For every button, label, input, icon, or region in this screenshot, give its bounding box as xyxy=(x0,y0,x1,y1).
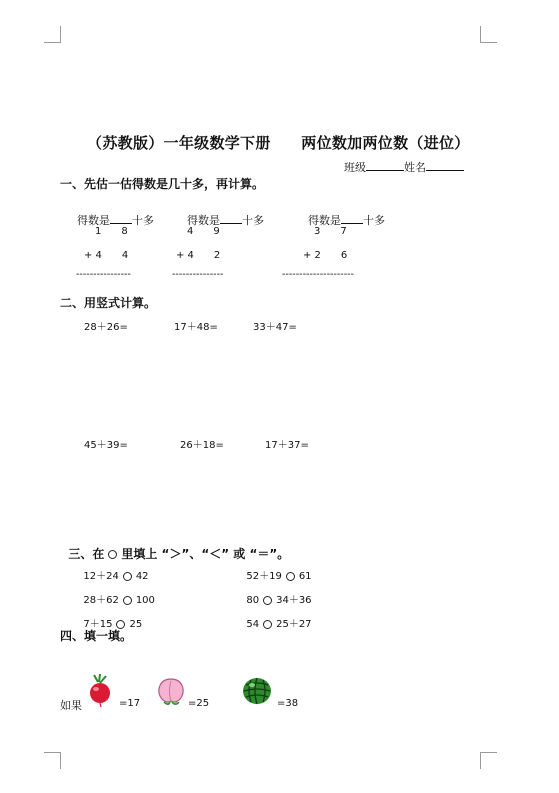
compare-row-3-left: 7＋15 25 xyxy=(83,619,143,630)
watermelon-icon xyxy=(241,676,273,706)
section1-heading: 一、先估一估得数是几十多，再计算。 xyxy=(60,177,265,191)
student-info xyxy=(337,146,464,175)
name-label: 姓名 xyxy=(404,161,426,174)
section3-heading: 三、在 里填上 “＞”、“＜” 或 “＝”。 xyxy=(68,547,290,561)
watermelon-value: =38 xyxy=(277,698,299,709)
vertical-problem-3-line: --------------------- xyxy=(282,269,354,280)
compare-row-2-left: 28＋62 100 xyxy=(83,595,155,606)
compare-row-2-right: 80 34＋36 xyxy=(246,595,312,606)
calc-problem-1: 28＋26= xyxy=(84,322,128,333)
calc-problem-3: 33＋47= xyxy=(253,322,297,333)
vertical-problem-2-bottom: + 4 2 xyxy=(176,250,221,261)
section4-heading: 四、填一填。 xyxy=(60,629,133,643)
vertical-problem-1-line: ---------------- xyxy=(76,269,131,280)
estimate-blank-2[interactable] xyxy=(220,212,242,224)
class-blank[interactable] xyxy=(366,159,404,171)
vertical-problem-3-bottom: + 2 6 xyxy=(303,250,348,261)
calc-problem-6: 17＋37= xyxy=(265,440,309,451)
vertical-problem-2-top: 4 9 xyxy=(187,226,220,237)
crop-mark-bottom-right xyxy=(480,752,497,769)
calc-problem-2: 17＋48= xyxy=(174,322,218,333)
compare-row-3-right: 54 25＋27 xyxy=(246,619,312,630)
title-sub: 两位数加两位数（进位） xyxy=(301,134,470,152)
class-label: 班级 xyxy=(344,161,366,174)
estimate-prompt-3: 得数是 十多 xyxy=(308,214,385,227)
vertical-problem-1-bottom: + 4 4 xyxy=(84,250,129,261)
compare-row-1-right: 52＋19 61 xyxy=(246,571,312,582)
compare-circle-6[interactable] xyxy=(263,620,272,629)
crop-mark-top-left xyxy=(44,26,61,43)
radish-value: =17 xyxy=(119,698,141,709)
if-label: 如果 xyxy=(60,699,82,712)
crop-mark-bottom-left xyxy=(44,752,61,769)
vertical-problem-2-line: --------------- xyxy=(172,269,224,280)
calc-problem-4: 45＋39= xyxy=(84,440,128,451)
compare-row-1-left: 12＋24 42 xyxy=(83,571,149,582)
estimate-prompt-2: 得数是 十多 xyxy=(187,214,264,227)
calc-problem-5: 26＋18= xyxy=(180,440,224,451)
peach-icon xyxy=(154,675,188,707)
vertical-problem-1-top: 1 8 xyxy=(95,226,128,237)
vertical-problem-3-top: 3 7 xyxy=(314,226,347,237)
crop-mark-top-right xyxy=(480,26,497,43)
title-main: （苏教版）一年级数学下册 xyxy=(87,134,271,152)
peach-value: =25 xyxy=(188,698,210,709)
radish-icon xyxy=(84,674,116,708)
estimate-prompt-1: 得数是 十多 xyxy=(77,214,154,227)
name-blank[interactable] xyxy=(426,159,464,171)
section2-heading: 二、用竖式计算。 xyxy=(60,296,157,310)
